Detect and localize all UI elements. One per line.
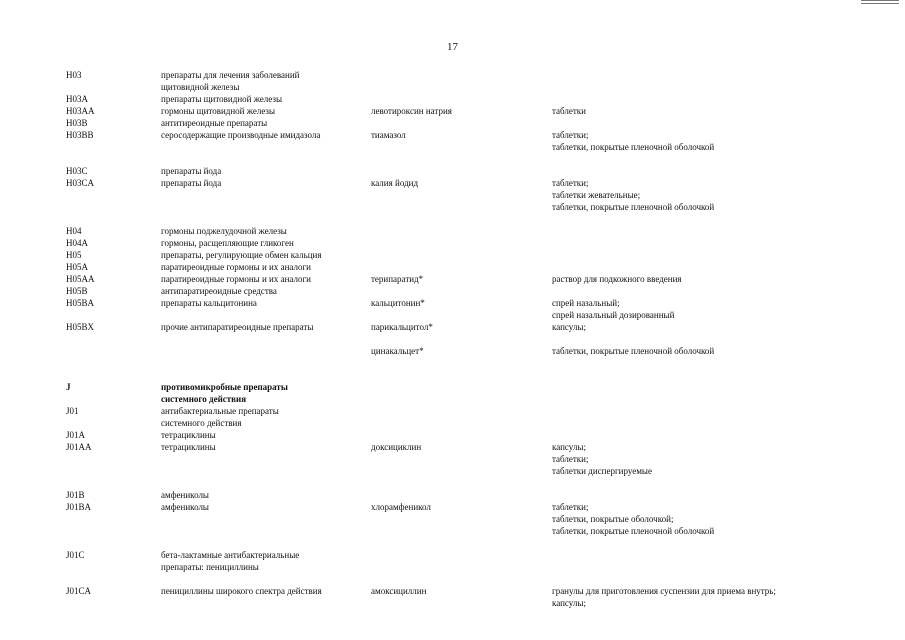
drug-name-cell — [371, 537, 552, 573]
dosage-form-cell — [552, 501, 842, 537]
scan-corner-mark — [861, 0, 899, 4]
group-name-line: антибактериальные препараты — [161, 406, 279, 416]
dosage-form-cell — [552, 321, 842, 333]
dosage-form-line: таблетки; — [552, 502, 589, 512]
group-name-line: тетрациклины — [161, 430, 216, 440]
group-name-line: серосодержащие производные имидазола — [161, 130, 321, 140]
table-row — [66, 537, 842, 573]
atc-code-cell: H03BB — [66, 130, 94, 140]
group-name-line: препараты: пенициллины — [161, 562, 259, 572]
dosage-form-cell — [552, 573, 842, 609]
atc-code-cell: H03AA — [66, 106, 95, 116]
atc-code-cell: H05A — [66, 262, 88, 272]
table-row — [66, 285, 842, 297]
dosage-form-cell — [552, 177, 842, 213]
group-name-cell — [161, 249, 371, 261]
table-row — [66, 105, 842, 117]
group-name-cell — [161, 105, 371, 117]
group-name-line: пенициллины широкого спектра действия — [161, 586, 322, 596]
group-name-line: щитовидной железы — [161, 82, 240, 92]
group-name-line: амфениколы — [161, 490, 209, 500]
drug-name-cell: кальцитонин* — [371, 298, 425, 308]
table-row — [66, 441, 842, 477]
drug-name-cell: левотироксин натрия — [371, 106, 452, 116]
dosage-form-cell — [552, 105, 842, 117]
group-name-line: препараты йода — [161, 166, 222, 176]
table-row — [66, 129, 842, 153]
atc-code-cell: H04 — [66, 226, 82, 236]
atc-code-cell: H05BX — [66, 322, 95, 332]
group-name-line: бета-лактамные антибактериальные — [161, 550, 300, 560]
dosage-form-line: таблетки, покрытые пленочной оболочкой — [552, 346, 715, 356]
drug-name-cell — [371, 69, 552, 93]
group-name-cell — [161, 213, 371, 237]
table-row — [66, 357, 842, 405]
group-name-line: паратиреоидные гормоны и их аналоги — [161, 262, 311, 272]
group-name-line: тетрациклины — [161, 442, 216, 452]
dosage-form-line: таблетки диспергируемые — [552, 466, 652, 476]
group-name-cell — [161, 537, 371, 573]
dosage-form-line: таблетки, покрытые оболочкой; — [552, 514, 674, 524]
drug-name-cell — [371, 405, 552, 429]
atc-code-cell: H03C — [66, 166, 88, 176]
page-number: 17 — [447, 41, 458, 53]
group-name-line: амфениколы — [161, 502, 209, 512]
group-name-cell — [161, 177, 371, 213]
group-name-line: препараты йода — [161, 178, 222, 188]
dosage-form-cell — [552, 129, 842, 153]
drug-name-cell — [371, 93, 552, 105]
atc-code-cell — [66, 333, 161, 357]
group-name-line: паратиреоидные гормоны и их аналоги — [161, 274, 311, 284]
group-name-cell — [161, 117, 371, 129]
table-row — [66, 117, 842, 129]
dosage-form-line: капсулы; — [552, 442, 586, 452]
group-name-line: препараты щитовидной железы — [161, 94, 282, 104]
atc-code-cell: J01CA — [66, 586, 92, 596]
dosage-form-line: капсулы; — [552, 322, 586, 332]
drug-name-cell — [371, 249, 552, 261]
table-row — [66, 333, 842, 357]
table-body — [66, 69, 842, 609]
drug-name-cell — [371, 153, 552, 177]
drug-name-cell — [371, 429, 552, 441]
table-row — [66, 213, 842, 237]
dosage-form-cell — [552, 69, 842, 93]
dosage-form-cell — [552, 261, 842, 273]
drug-name-cell — [371, 237, 552, 249]
drug-name-cell — [371, 477, 552, 501]
group-name-cell — [161, 69, 371, 93]
drug-name-cell: терипаратид* — [371, 274, 424, 284]
drug-name-cell — [371, 357, 552, 405]
dosage-form-line: таблетки, покрытые пленочной оболочкой — [552, 142, 715, 152]
table-row — [66, 297, 842, 321]
dosage-form-line: таблетки; — [552, 178, 589, 188]
group-name-cell — [161, 237, 371, 249]
dosage-form-cell — [552, 213, 842, 237]
atc-code-cell: H04A — [66, 238, 88, 248]
atc-code-cell: H05AA — [66, 274, 95, 284]
group-name-line: системного действия — [161, 394, 247, 404]
table-row — [66, 153, 842, 177]
table-row — [66, 573, 842, 609]
group-name-cell — [161, 357, 371, 405]
atc-code-cell: J01BA — [66, 502, 92, 512]
drug-name-cell — [371, 117, 552, 129]
atc-code-cell: J01A — [66, 430, 86, 440]
atc-code-cell: H03B — [66, 118, 88, 128]
dosage-form-cell — [552, 285, 842, 297]
atc-code-cell: H03CA — [66, 178, 95, 188]
group-name-cell — [161, 573, 371, 609]
dosage-form-cell — [552, 429, 842, 441]
group-name-cell — [161, 261, 371, 273]
group-name-line: системного действия — [161, 418, 242, 428]
group-name-cell — [161, 129, 371, 153]
dosage-form-line: спрей назальный дозированный — [552, 310, 675, 320]
group-name-cell — [161, 501, 371, 537]
group-name-cell — [161, 273, 371, 285]
group-name-cell — [161, 321, 371, 333]
group-name-line: гормоны щитовидной железы — [161, 106, 276, 116]
table-row — [66, 93, 842, 105]
table-row — [66, 249, 842, 261]
group-name-cell — [161, 405, 371, 429]
group-name-cell — [161, 93, 371, 105]
group-name-cell — [161, 285, 371, 297]
drug-name-cell: хлорамфеникол — [371, 502, 431, 512]
table-row — [66, 261, 842, 273]
dosage-form-line: таблетки, покрытые пленочной оболочкой — [552, 526, 715, 536]
table-row — [66, 273, 842, 285]
dosage-form-cell — [552, 333, 842, 357]
dosage-form-cell — [552, 357, 842, 405]
table-row — [66, 501, 842, 537]
group-name-line: гормоны поджелудочной железы — [161, 226, 287, 236]
group-name-line: гормоны, расщепляющие гликоген — [161, 238, 294, 248]
group-name-cell — [161, 333, 371, 357]
dosage-form-cell — [552, 237, 842, 249]
drug-name-cell: амоксициллин — [371, 586, 427, 596]
dosage-form-line: раствор для подкожного введения — [552, 274, 682, 284]
dosage-form-line: спрей назальный; — [552, 298, 620, 308]
atc-code-cell: J — [66, 382, 71, 392]
group-name-line: антипаратиреоидные средства — [161, 286, 277, 296]
dosage-form-line: гранулы для приготовления суспензии для приема внутрь; — [552, 586, 776, 596]
table-row — [66, 237, 842, 249]
atc-code-cell: H05BA — [66, 298, 95, 308]
atc-code-cell: J01C — [66, 550, 85, 560]
dosage-form-cell — [552, 117, 842, 129]
dosage-form-line: таблетки; — [552, 130, 589, 140]
dosage-form-cell — [552, 93, 842, 105]
table-row — [66, 429, 842, 441]
dosage-form-cell — [552, 153, 842, 177]
group-name-line: антитиреоидные препараты — [161, 118, 268, 128]
drug-name-cell — [371, 261, 552, 273]
group-name-line: препараты кальцитонина — [161, 298, 257, 308]
group-name-cell — [161, 297, 371, 321]
drug-name-cell: тиамазол — [371, 130, 406, 140]
table-row — [66, 477, 842, 501]
dosage-form-cell — [552, 273, 842, 285]
dosage-form-cell — [552, 249, 842, 261]
drug-name-cell: калия йодид — [371, 178, 419, 188]
dosage-form-line: таблетки жевательные; — [552, 190, 641, 200]
dosage-form-line: таблетки — [552, 106, 587, 116]
group-name-line: препараты для лечения заболеваний — [161, 70, 300, 80]
dosage-form-cell — [552, 477, 842, 501]
dosage-form-line: капсулы; — [552, 598, 586, 608]
group-name-cell — [161, 441, 371, 477]
atc-code-cell: J01B — [66, 490, 85, 500]
drug-name-cell: парикальцитол* — [371, 322, 433, 332]
table-row — [66, 177, 842, 213]
drug-name-cell — [371, 285, 552, 297]
dosage-form-cell — [552, 405, 842, 429]
dosage-form-line: таблетки, покрытые пленочной оболочкой — [552, 202, 715, 212]
drug-classification-table — [66, 69, 842, 609]
group-name-line: препараты, регулирующие обмен кальция — [161, 250, 322, 260]
atc-code-cell: H05B — [66, 286, 88, 296]
atc-code-cell: J01AA — [66, 442, 92, 452]
group-name-cell — [161, 477, 371, 501]
atc-code-cell: H03A — [66, 94, 88, 104]
group-name-cell — [161, 153, 371, 177]
table-row — [66, 321, 842, 333]
drug-name-cell: доксициклин — [371, 442, 422, 452]
dosage-form-line: таблетки; — [552, 454, 589, 464]
atc-code-cell: H03 — [66, 70, 82, 80]
table-row — [66, 405, 842, 429]
drug-name-cell — [371, 213, 552, 237]
drug-name-cell: цинакальцет* — [371, 346, 424, 356]
atc-code-cell: J01 — [66, 406, 79, 416]
dosage-form-cell — [552, 537, 842, 573]
group-name-line: прочие антипаратиреоидные препараты — [161, 322, 314, 332]
group-name-line: противомикробные препараты — [161, 382, 288, 392]
atc-code-cell: H05 — [66, 250, 82, 260]
dosage-form-cell — [552, 441, 842, 477]
group-name-cell — [161, 429, 371, 441]
table-row — [66, 69, 842, 93]
dosage-form-cell — [552, 297, 842, 321]
